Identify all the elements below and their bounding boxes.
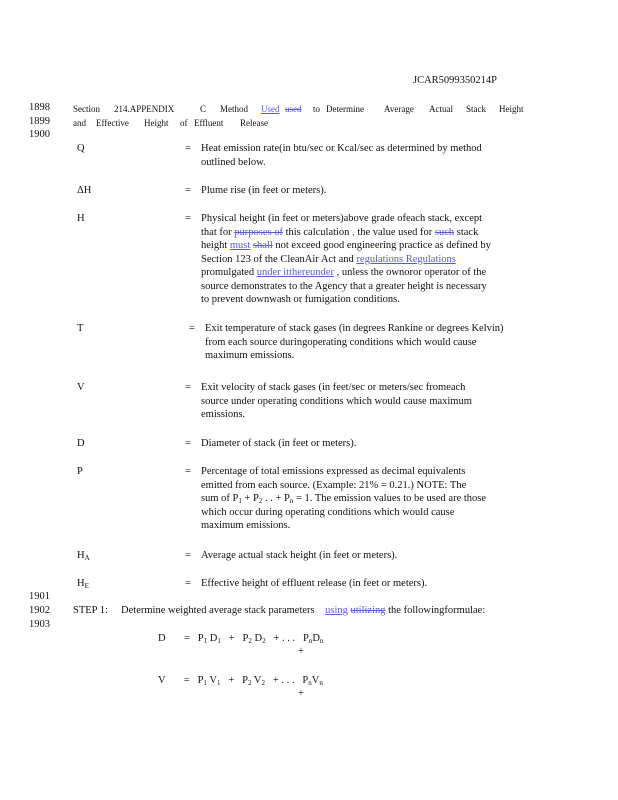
header-word: Average bbox=[384, 104, 414, 114]
symbol-q: Q bbox=[77, 143, 85, 154]
header-word: 214.APPENDIX bbox=[114, 104, 175, 114]
definition-line: promulgated under itthereunder , unless the ownoror operator of the bbox=[201, 267, 487, 278]
header-word: Height bbox=[144, 118, 169, 128]
symbol-h-a: $H_A$ bbox=[77, 550, 90, 562]
deleted-text: such bbox=[434, 226, 455, 238]
equals-sign: = bbox=[185, 578, 191, 589]
definition-line: from each source duringoperating conditions which would cause bbox=[205, 336, 477, 348]
inserted-text: , bbox=[352, 226, 355, 238]
deleted-text: utilizing bbox=[350, 605, 386, 616]
deleted-text: used bbox=[285, 104, 302, 114]
deleted-text: purposes of bbox=[234, 226, 283, 238]
definition-line: Effective height of effluent release (in feet or meters). bbox=[201, 578, 428, 589]
definition-line: sum of $P_1 + P_2$ . . + $P_n = 1$. The emission values to be used are those bbox=[201, 493, 487, 505]
definition-h-e bbox=[201, 577, 541, 591]
inserted-text: under itthereunder bbox=[256, 267, 334, 278]
definition-line: which occur during operating conditions which would cause bbox=[201, 506, 455, 518]
header-word: Release bbox=[240, 118, 268, 128]
header-word: Actual bbox=[429, 104, 453, 114]
header-word: Effluent bbox=[194, 118, 224, 128]
step-text: Determine weighted average stack parameters bbox=[121, 605, 315, 616]
line-number: 1900 bbox=[29, 129, 50, 140]
equals-sign: = bbox=[185, 466, 191, 477]
symbol-v: V bbox=[77, 382, 85, 393]
definition-p bbox=[201, 465, 541, 533]
definition-v bbox=[201, 381, 541, 422]
definition-line: Percentage of total emissions expressed as decimal equivalents bbox=[201, 466, 466, 477]
header-word: Stack bbox=[466, 104, 486, 114]
symbol-t: T bbox=[77, 323, 84, 334]
header-word: Section bbox=[73, 104, 100, 114]
line-number: 1899 bbox=[29, 116, 50, 127]
definition-h bbox=[201, 212, 541, 307]
definition-delta-h bbox=[201, 184, 541, 198]
definition-line: Average actual stack height (in feet or meters). bbox=[201, 550, 398, 561]
header-word: Effective bbox=[96, 118, 129, 128]
equals-sign: = bbox=[189, 323, 195, 334]
line-number: 1902 bbox=[29, 605, 50, 616]
definition-q bbox=[201, 142, 541, 169]
inserted-text: regulations Regulations bbox=[356, 253, 456, 265]
header-word: Height bbox=[499, 104, 524, 114]
document-id: JCAR5099350214P bbox=[413, 75, 498, 86]
symbol-p: P bbox=[77, 466, 83, 477]
line-number: 1901 bbox=[29, 591, 50, 602]
formula-d: D = $P_1$ $D_1$ + $P_2$ $D_2$ + . . . $P_nD_n$ bbox=[158, 633, 324, 645]
definition-line: emitted from each source. (Example: 21% = 0.21.) NOTE: The bbox=[201, 479, 467, 491]
formula-plus: + bbox=[298, 688, 304, 699]
definition-line: Exit velocity of stack gases (in feet/sec or meters/sec fromeach bbox=[201, 382, 466, 393]
step-1 bbox=[73, 604, 485, 618]
header-word: of bbox=[180, 118, 188, 128]
inserted-text: Used bbox=[261, 104, 280, 114]
header-word: to bbox=[313, 104, 321, 114]
formula-v: V = $P_1$ $V_1$ + $P_2$ $V_2$ + . . . $P_nV_n$ bbox=[158, 675, 323, 687]
equals-sign: = bbox=[185, 438, 191, 449]
definition-line: Physical height (in feet or meters)above grade ofeach stack, except bbox=[201, 213, 483, 224]
definition-line: Diameter of stack (in feet or meters). bbox=[201, 438, 357, 449]
deleted-text: shall bbox=[252, 240, 273, 251]
definition-line: Section 123 of the CleanAir Act and regulations Regulations bbox=[201, 253, 456, 265]
definition-d bbox=[201, 437, 541, 451]
definition-h-a bbox=[201, 549, 541, 563]
inserted-text: using bbox=[325, 605, 348, 616]
symbol-delta-h: ΔH bbox=[77, 185, 92, 196]
equals-sign: = bbox=[185, 382, 191, 393]
equals-sign: = bbox=[185, 213, 191, 224]
definition-line: outlined below. bbox=[201, 156, 266, 168]
definition-line: maximum emissions. bbox=[205, 350, 295, 361]
symbol-h: H bbox=[77, 213, 85, 224]
equals-sign: = bbox=[185, 185, 191, 196]
line-number: 1903 bbox=[29, 619, 50, 630]
equals-sign: = bbox=[185, 143, 191, 154]
header-word: C bbox=[200, 104, 207, 114]
step-text: the followingformulae: bbox=[388, 605, 486, 616]
definition-line: Heat emission rate(in btu/sec or Kcal/sec as determined by method bbox=[201, 143, 482, 154]
definition-line: Exit temperature of stack gases (in degrees Rankine or degrees Kelvin) bbox=[205, 323, 504, 334]
definition-line: height must shall not exceed good engineering practice as defined by bbox=[201, 240, 491, 251]
formula-plus: + bbox=[298, 646, 304, 657]
definition-line: to prevent downwash or fumigation conditions. bbox=[201, 294, 400, 305]
definition-line: emissions. bbox=[201, 409, 246, 420]
inserted-text: must bbox=[229, 240, 251, 251]
definition-line: maximum emissions. bbox=[201, 520, 291, 531]
symbol-d: D bbox=[77, 438, 85, 449]
header-word: and bbox=[73, 118, 86, 128]
equals-sign: = bbox=[185, 550, 191, 561]
definition-t bbox=[205, 322, 545, 363]
definition-line: source under operating conditions which would cause maximum bbox=[201, 395, 472, 407]
definition-line: that for purposes of this calculation , the value used for such stack bbox=[201, 226, 479, 238]
step-label: STEP 1: bbox=[73, 605, 108, 616]
definition-line: Plume rise (in feet or meters). bbox=[201, 185, 327, 196]
definition-line: source demonstrates to the Agency that a greater height is necessary bbox=[201, 280, 487, 292]
symbol-h-e: $H_E$ bbox=[77, 578, 89, 590]
line-number: 1898 bbox=[29, 102, 50, 113]
header-word: Method bbox=[220, 104, 248, 114]
header-word: Determine bbox=[326, 104, 364, 114]
